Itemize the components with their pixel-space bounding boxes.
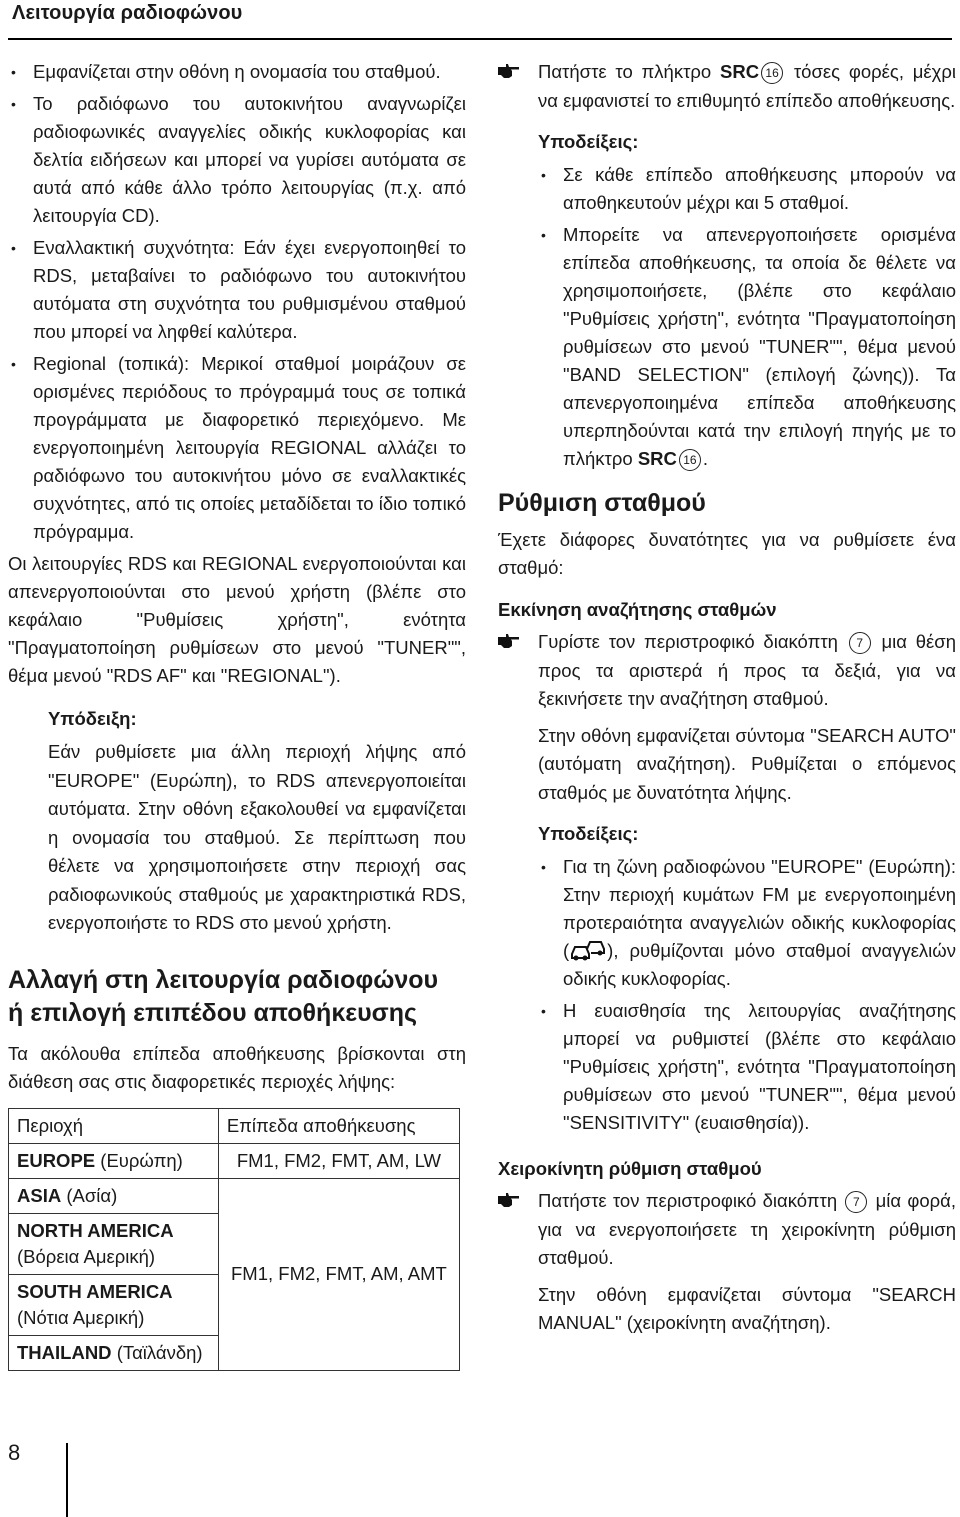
- levels-cell: FM1, FM2, FMT, AM, LW: [218, 1143, 459, 1178]
- rds-paragraph: Οι λειτουργίες RDS και REGIONAL ενεργοποιούνται και απενεργοποιούνται στο μενού χρήστη (βλέπε στο κεφάλαιο "Ρυθμίσεις χρήστη", ενότητα "Πραγματοποίηση ρυθμίσεων στο μενού "TUNER"", θέμα μενού "RDS AF" και "REGIONAL").: [8, 553, 466, 686]
- region-local-name: (Νότια Αμερική): [17, 1306, 145, 1328]
- knob-number: 7: [845, 1191, 867, 1213]
- section-intro: Τα ακόλουθα επίπεδα αποθήκευσης βρίσκονται στη διάθεση σας στις διαφορετικές περιοχές λήψης:: [8, 1042, 466, 1092]
- hint-text: Μπορείτε να απενεργοποιήσετε ορισμένα επίπεδα αποθήκευσης, τα οποία δε θέλετε να χρησιμοποιήσετε, (βλέπε στο κεφάλαιο "Ρυθμίσεις χρήστη", ενότητα "Πραγματοποίηση ρυθμίσεων στο μενού "TUNER"", θέμα μενού "BAND SELECTION" (επιλογή ζώνης)). Τα απενεργοποιημένα επίπεδα αποθήκευσης υπερπηδούνται κατά την επιλογή πηγής με το πλήκτρο: [563, 224, 956, 469]
- table-row: [9, 1178, 460, 1213]
- instruction-step: [498, 1187, 956, 1338]
- column-header-region: Περιοχή: [9, 1108, 219, 1143]
- traffic-car-icon: [569, 939, 607, 961]
- region-cell: [9, 1335, 219, 1370]
- hint-text-end: .: [702, 448, 709, 469]
- header-divider: [8, 38, 952, 40]
- src-key-number: 16: [761, 62, 783, 84]
- hint-box: [8, 704, 466, 938]
- page-header-title: Λειτουργία ραδιοφώνου: [12, 2, 243, 24]
- hints-block: [498, 127, 956, 473]
- region-name: ASIA: [17, 1184, 62, 1206]
- list-item: • Η ευαισθησία της λειτουργίας αναζήτησης μπορεί να ρυθμιστεί (βλέπε στο κεφάλαιο "Ρυθμίσεις χρήστη", ενότητα "Πραγματοποίηση ρυθμίσεων στο μενού "TUNER"", θέμα μενού "SENSITIVITY" (ευαισθησία)).: [538, 997, 956, 1137]
- section-title-line1: Αλλαγή στη λειτουργία ραδιοφώνου: [8, 965, 439, 994]
- hint-text: ), ρυθμίζονται μόνο σταθμοί αναγγελιών οδικής κυκλοφορίας.: [563, 940, 956, 989]
- hints-list: [538, 161, 956, 473]
- tuning-intro: Έχετε διάφορες δυνατότητες για να ρυθμίσετε ένα σταθμό:: [498, 529, 956, 578]
- hints-title: Υποδείξεις:: [538, 823, 639, 844]
- hints-list: [538, 853, 956, 1137]
- column-header-levels: Επίπεδα αποθήκευσης: [218, 1108, 459, 1143]
- region-local-name: (Ευρώπη): [100, 1149, 183, 1171]
- search-result: Στην οθόνη εμφανίζεται σύντομα "SEARCH AUTO" (αυτόματη αναζήτηση). Ρυθμίζεται ο επόμενος σταθμός με δυνατότητα λήψης.: [538, 724, 956, 803]
- region-local-name: (Ταϊλάνδη): [116, 1341, 203, 1363]
- step-text: Γυρίστε τον περιστροφικό διακόπτη: [538, 631, 838, 652]
- list-item: [538, 853, 956, 993]
- region-local-name: (Ασία): [66, 1184, 118, 1206]
- page-number: 8: [8, 1440, 21, 1465]
- levels-cell: FM1, FM2, FMT, AM, AMT: [218, 1178, 459, 1370]
- step-text: μία φορά, για να ενεργοποιήσετε τη χειροκίνητη ρύθμιση σταθμού.: [538, 1190, 957, 1268]
- instruction-step: [498, 58, 956, 115]
- right-column: [498, 58, 956, 1338]
- list-item: • Σε κάθε επίπεδο αποθήκευσης μπορούν να αποθηκευτούν μέχρι και 5 σταθμοί.: [538, 161, 956, 217]
- region-cell: [9, 1213, 219, 1274]
- src-key-label: SRC: [720, 61, 760, 82]
- hint-title: Υπόδειξη:: [48, 708, 137, 729]
- region-name: EUROPE: [17, 1149, 96, 1171]
- step-text: Πατήστε τον περιστροφικό διακόπτη: [538, 1190, 838, 1211]
- feature-list: [8, 58, 466, 546]
- src-key-number: 16: [679, 449, 701, 471]
- list-item: • Regional (τοπικά): Μερικοί σταθμοί μοιράζουν σε ορισμένες περιόδους το πρόγραμμά τους σε τοπικά προγράμματα με διαφορετικό περιεχόμενο. Με ενεργοποιημένη λειτουργία REGIONAL αλλάζει το ραδιόφωνο του αυτοκινήτου μόνο σε εναλλακτικές συχνότητες, από τις οποίες μεταδίδεται το ίδιο τοπικό πρόγραμμα.: [8, 350, 466, 546]
- section-heading: [8, 964, 466, 1030]
- instruction-step: [498, 628, 956, 807]
- left-column: [8, 58, 466, 1371]
- list-item: • Το ραδιόφωνο του αυτοκινήτου αναγνωρίζει ραδιοφωνικές αναγγελίες οδικής κυκλοφορίας και δελτία ειδήσεων και μπορεί να γυρίσει αυτόματα σε αυτά από κάθε άλλο τρόπο λειτουργίας (π.χ. από λειτουργία CD).: [8, 90, 466, 230]
- tuning-title: Ρύθμιση σταθμού: [498, 489, 706, 517]
- list-item: • Εμφανίζεται στην οθόνη η ονομασία του σταθμού.: [8, 58, 466, 86]
- hint-text: Για τη ζώνη ραδιοφώνου "EUROPE" (Ευρώπη): Στην περιοχή κυμάτων FM με ενεργοποιημένη προτεραιότητα αναγγελιών οδικής κυκλοφορίας (: [563, 856, 956, 961]
- section-title-line2: ή επιλογή επιπέδου αποθήκευσης: [8, 998, 418, 1027]
- step-text: Πατήστε το πλήκτρο: [538, 61, 712, 82]
- src-key-label: SRC: [637, 448, 677, 469]
- knob-number: 7: [849, 632, 871, 654]
- pointing-hand-icon: [498, 634, 520, 648]
- search-title: Εκκίνηση αναζήτησης σταθμών: [498, 599, 777, 620]
- regions-table: [8, 1108, 460, 1371]
- region-name: THAILAND: [17, 1341, 112, 1363]
- manual-result: Στην οθόνη εμφανίζεται σύντομα "SEARCH MANUAL" (χειροκίνητη αναζήτηση).: [538, 1283, 956, 1333]
- list-item: [538, 221, 956, 473]
- region-cell: [9, 1143, 219, 1178]
- hints-title: Υποδείξεις:: [538, 131, 639, 152]
- region-local-name: (Βόρεια Αμερική): [17, 1245, 156, 1267]
- region-name: SOUTH AMERICA: [17, 1280, 173, 1302]
- pointing-hand-icon: [498, 1193, 520, 1207]
- table-row: [9, 1143, 460, 1178]
- hint-text: Εάν ρυθμίσετε μια άλλη περιοχή λήψης από "EUROPE" (Ευρώπη), το RDS απενεργοποιείται αυτόματα. Στην οθόνη εξακολουθεί να εμφανίζεται η ονομασία του σταθμού. Σε περίπτωση που θέλετε να χρησιμοποιήσετε στην περιοχή σας ραδιοφωνικούς σταθμούς με χαρακτηριστικά RDS, ενεργοποιήστε το RDS στο μενού χρήστη.: [48, 741, 466, 933]
- manual-title: Χειροκίνητη ρύθμιση σταθμού: [498, 1158, 762, 1179]
- list-item: • Εναλλακτική συχνότητα: Εάν έχει ενεργοποιηθεί το RDS, μεταβαίνει το ραδιόφωνο του αυτοκινήτου αυτόματα στη συχνότητα του ρυθμισμένου σταθμού που μπορεί να ληφθεί καλύτερα.: [8, 234, 466, 346]
- region-name: NORTH AMERICA: [17, 1219, 174, 1241]
- step-text: τόσες φορές, μέχρι να εμφανιστεί το επιθυμητό επίπεδο αποθήκευσης.: [538, 61, 956, 111]
- footer-divider: [66, 1443, 68, 1517]
- pointing-hand-icon: [498, 64, 520, 78]
- table-header-row: [9, 1108, 460, 1143]
- region-cell: [9, 1274, 219, 1335]
- step-text: μια θέση προς τα αριστερά ή προς τα δεξιά, για να ξεκινήσετε την αναζήτηση σταθμού.: [538, 631, 956, 709]
- region-cell: [9, 1178, 219, 1213]
- hints-block: [498, 819, 956, 1137]
